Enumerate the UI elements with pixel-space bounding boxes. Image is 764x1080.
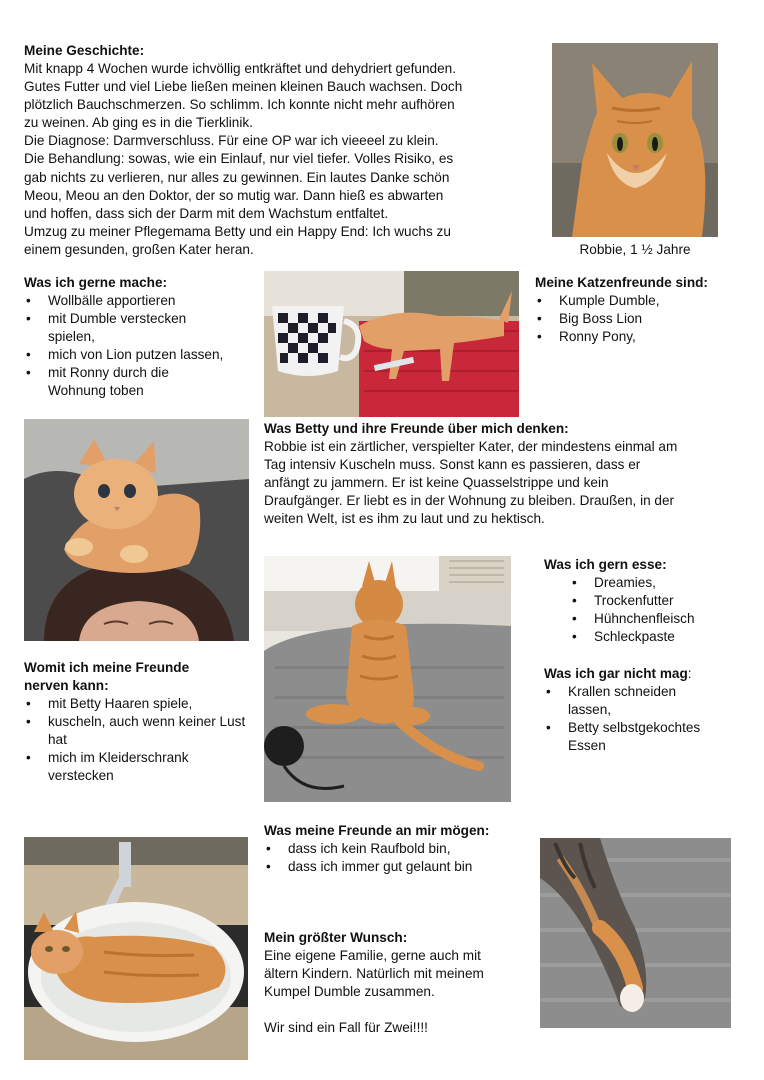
- likes-section: [24, 274, 252, 401]
- cat-friends-heading: Meine Katzenfreunde sind:: [535, 275, 708, 290]
- cat-friends-list: [535, 292, 750, 346]
- story-line: Mit knapp 4 Wochen wurde ichvöllig entkräftet und dehydriert gefunden.: [24, 61, 456, 77]
- wish-closing: Wir sind ein Fall für Zwei!!!!: [264, 1020, 428, 1036]
- list-item: • Dreamies,: [570, 574, 744, 592]
- list-item: • Trockenfutter: [570, 592, 744, 610]
- story-line: Die Behandlung: sowas, wie ein Einlauf, nur viel tiefer. Volles Risiko, es: [24, 151, 454, 167]
- story-line: einem gesunden, großen Kater heran.: [24, 241, 254, 257]
- photo-cat-tail: [540, 838, 731, 1028]
- photo-kitten-on-head: [24, 419, 249, 641]
- story-heading: Meine Geschichte:: [24, 43, 145, 58]
- list-item: • kuscheln, auch wenn keiner Lust hat: [24, 713, 248, 749]
- betty-line: Robbie ist ein zärtlicher, verspielter Kater, der mindestens einmal am: [264, 439, 678, 455]
- list-item: • mit Betty Haaren spiele,: [24, 695, 252, 713]
- betty-line: Draufgänger. Er liebt es in der Wohnung zu bleiben. Draußen, in der: [264, 493, 675, 509]
- story-line: Umzug zu meiner Pflegemama Betty und ein Happy End: Ich wuchs zu: [24, 223, 451, 239]
- story-line: zu weinen. Ab ging es in die Tierklinik.: [24, 115, 253, 131]
- dislikes-heading: [544, 665, 744, 683]
- likes-heading: Was ich gerne mache:: [24, 275, 168, 290]
- list-item: • Big Boss Lion: [535, 310, 750, 328]
- betty-text: [264, 438, 744, 528]
- photo-kitten-with-cup: [264, 271, 519, 417]
- friends-like-section: [264, 822, 534, 876]
- betty-line: Tag intensiv Kuscheln muss. Sonst kann es passieren, dass er: [264, 457, 641, 473]
- list-item: • Betty selbstgekochtes Essen: [544, 719, 728, 755]
- list-item: • mich von Lion putzen lassen,: [24, 346, 252, 364]
- dislikes-heading-colon: :: [687, 666, 692, 681]
- story-line: Gutes Futter und viel Liebe ließen meinen kleinen Bauch wachsen. Doch: [24, 79, 463, 95]
- list-item: • Ronny Pony,: [535, 328, 750, 346]
- betty-line: anfängt zu jammern. Er ist keine Quasselstrippe und kein: [264, 475, 609, 491]
- story-line: Meou, Meou an den Doktor, der so mutig war. Dann hieß es abwarten: [24, 187, 444, 203]
- photo-cat-in-sink: [24, 837, 248, 1060]
- story-line: plötzlich Bauchschmerzen. So schlimm. Ich konnte nicht mehr aufhören: [24, 97, 455, 113]
- dislikes-section: [544, 665, 744, 755]
- photo-cat-from-behind: [264, 556, 511, 802]
- annoy-list: [24, 695, 252, 785]
- likes-list: [24, 292, 252, 400]
- food-list: [570, 574, 744, 646]
- story-section: [24, 42, 534, 259]
- betty-heading: Was Betty und ihre Freunde über mich denken:: [264, 421, 569, 436]
- food-heading: Was ich gern esse:: [544, 557, 667, 572]
- annoy-section: [24, 659, 252, 786]
- list-item: • mich im Kleiderschrank verstecken: [24, 749, 228, 785]
- friends-like-heading: Was meine Freunde an mir mögen:: [264, 823, 490, 838]
- story-line: und hoffen, dass sich der Darm mit dem Wachstum entfaltet.: [24, 205, 389, 221]
- wish-line: ältern Kindern. Natürlich mit meinem: [264, 966, 484, 982]
- story-text: [24, 60, 534, 259]
- list-item: • Schleckpaste: [570, 628, 744, 646]
- story-line: gab nichts zu verlieren, nur alles zu gewinnen. Ein lautes Danke schön: [24, 169, 450, 185]
- list-item: • Hühnchenfleisch: [570, 610, 744, 628]
- wish-line: Kumpel Dumble zusammen.: [264, 984, 435, 1000]
- annoy-heading: Womit ich meine Freunde nerven kann:: [24, 660, 190, 694]
- list-item: • mit Ronny durch die Wohnung toben: [24, 364, 188, 400]
- portrait-caption: Robbie, 1 ½ Jahre: [579, 242, 691, 257]
- wish-text: [264, 947, 534, 1001]
- wish-line: Eine eigene Familie, gerne auch mit: [264, 948, 481, 964]
- friends-like-list: [264, 840, 534, 876]
- dislikes-heading-text: Was ich gar nicht mag: [544, 666, 688, 681]
- betty-line: weiten Welt, ist es ihm zu laut und zu hektisch.: [264, 511, 545, 527]
- cat-friends-section: [535, 274, 750, 346]
- list-item: • Krallen schneiden lassen,: [544, 683, 708, 719]
- photo-robbie-portrait: [552, 43, 718, 237]
- list-item: • dass ich immer gut gelaunt bin: [264, 858, 534, 876]
- wish-section: [264, 929, 534, 1037]
- story-line: Die Diagnose: Darmverschluss. Für eine OP war ich vieeeel zu klein.: [24, 133, 439, 149]
- list-item: • Kumple Dumble,: [535, 292, 750, 310]
- list-item: • Wollbälle apportieren: [24, 292, 252, 310]
- wish-heading: Mein größter Wunsch:: [264, 930, 408, 945]
- list-item: • dass ich kein Raufbold bin,: [264, 840, 534, 858]
- list-item: • mit Dumble verstecken spielen,: [24, 310, 208, 346]
- dislikes-list: [544, 683, 744, 755]
- betty-section: [264, 420, 744, 528]
- food-section: [544, 556, 744, 646]
